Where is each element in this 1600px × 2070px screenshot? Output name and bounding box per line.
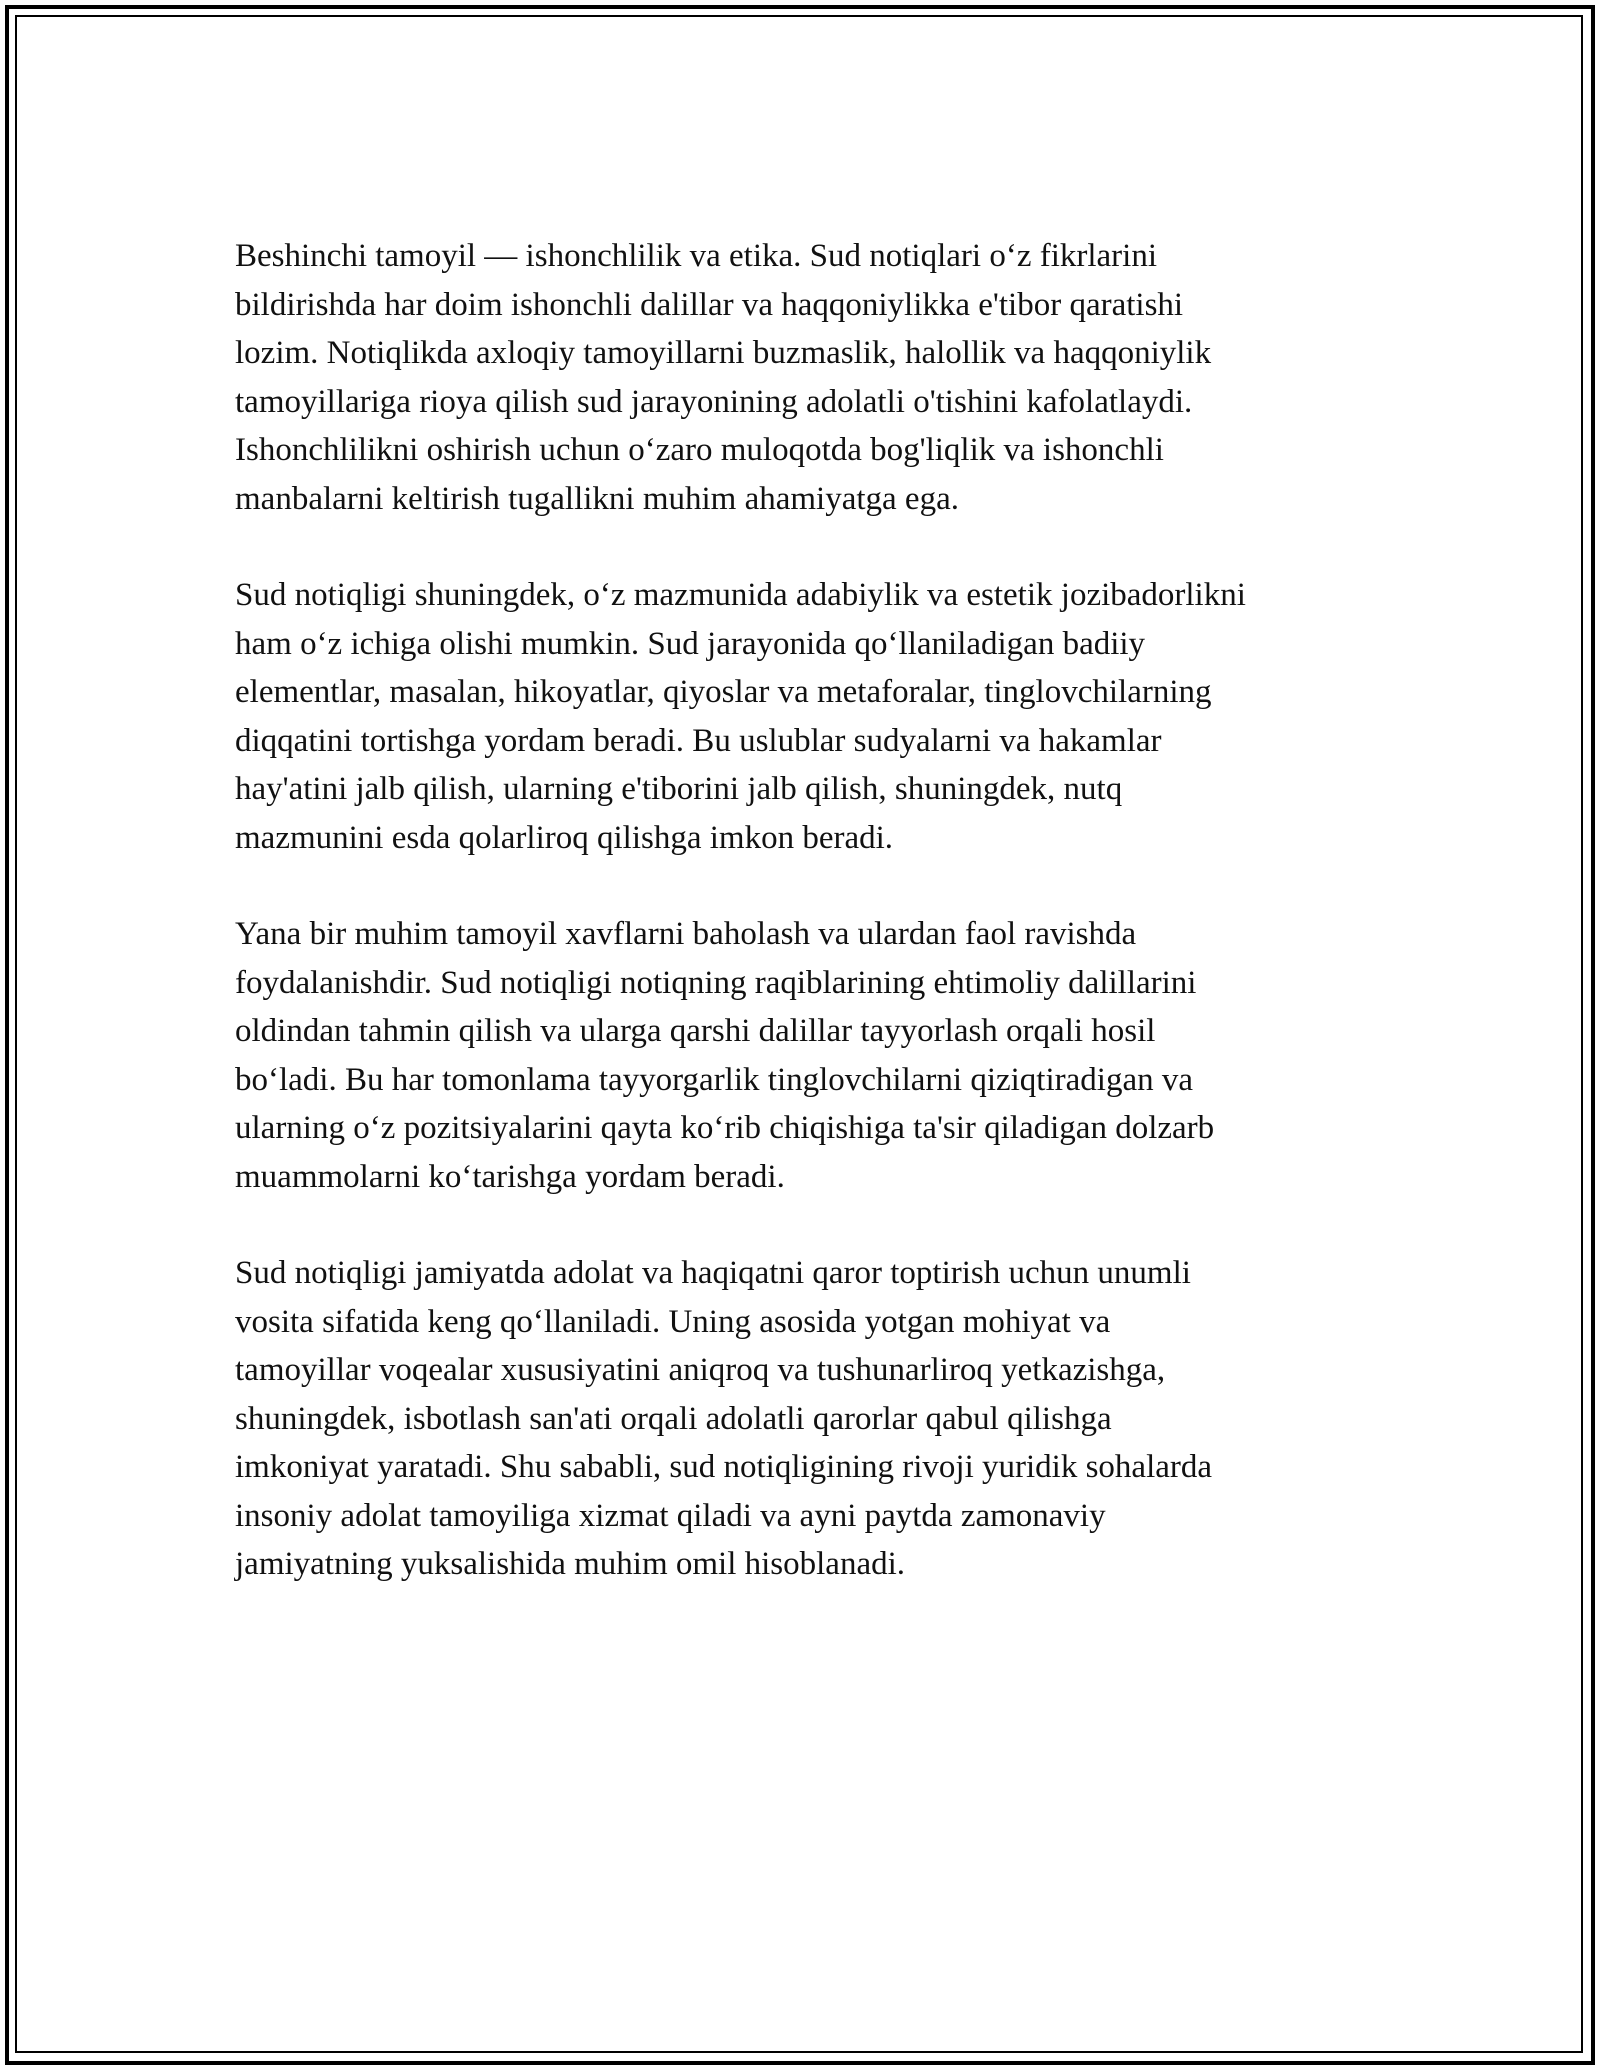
paragraph-line: Beshinchi tamoyil — ishonchlilik va etika. Sud notiqlari o‘z fikrlarini (235, 238, 1158, 274)
paragraph-line: jamiyatning yuksalishida muhim omil hisoblanadi. (235, 1546, 906, 1582)
paragraph-line: insoniy adolat tamoyiliga xizmat qiladi va ayni paytda zamonaviy (235, 1497, 1106, 1534)
paragraph-line: oldindan tahmin qilish va ularga qarshi dalillar tayyorlash orqali hosil (235, 1013, 1156, 1049)
paragraph-line: bildirishda har doim ishonchli dalillar va haqqoniylikka e'tibor qaratishi (235, 286, 1184, 323)
paragraph-line: diqqatini tortishga yordam beradi. Bu uslublar sudyalarni va hakamlar (235, 722, 1162, 759)
paragraph-2 (235, 571, 1370, 862)
document-body (235, 232, 1370, 1637)
paragraph-line: Ishonchlilikni oshirish uchun o‘zaro muloqotda bog'liqlik va ishonchli (235, 432, 1164, 468)
paragraph-line: shuningdek, isbotlash san'ati orqali adolatli qarorlar qabul qilishga (235, 1400, 1112, 1437)
paragraph-line: foydalanishdir. Sud notiqligi notiqning raqiblarining ehtimoliy dalillarini (235, 964, 1197, 1001)
paragraph-line: muammolarni ko‘tarishga yordam beradi. (235, 1158, 785, 1195)
paragraph-1 (235, 232, 1370, 523)
paragraph-line: ularning o‘z pozitsiyalarini qayta ko‘rib chiqishiga ta'sir qiladigan dolzarb (235, 1110, 1215, 1146)
paragraph-line: Sud notiqligi jamiyatda adolat va haqiqatni qaror toptirish uchun unumli (235, 1255, 1191, 1291)
paragraph-line: hay'atini jalb qilish, ularning e'tiborini jalb qilish, shuningdek, nutq (235, 771, 1123, 807)
paragraph-4 (235, 1249, 1370, 1589)
paragraph-line: Sud notiqligi shuningdek, o‘z mazmunida adabiylik va estetik jozibadorlikni (235, 577, 1246, 613)
paragraph-line: Yana bir muhim tamoyil xavflarni baholash va ulardan faol ravishda (235, 916, 1137, 952)
paragraph-3 (235, 910, 1370, 1201)
paragraph-line: bo‘ladi. Bu har tomonlama tayyorgarlik tinglovchilarni qiziqtiradigan va (235, 1061, 1193, 1098)
paragraph-line: tamoyillar voqealar xususiyatini aniqroq va tushunarliroq yetkazishga, (235, 1352, 1166, 1388)
paragraph-line: vosita sifatida keng qo‘llaniladi. Uning asosida yotgan mohiyat va (235, 1303, 1111, 1340)
paragraph-line: ham o‘z ichiga olishi mumkin. Sud jarayonida qo‘llaniladigan badiiy (235, 625, 1146, 662)
paragraph-line: imkoniyat yaratadi. Shu sababli, sud notiqligining rivoji yuridik sohalarda (235, 1449, 1213, 1485)
paragraph-line: lozim. Notiqlikda axloqiy tamoyillarni buzmaslik, halollik va haqqoniylik (235, 335, 1212, 371)
paragraph-line: mazmunini esda qolarliroq qilishga imkon beradi. (235, 819, 894, 856)
paragraph-line: manbalarni keltirish tugallikni muhim ahamiyatga ega. (235, 480, 959, 517)
paragraph-line: tamoyillariga rioya qilish sud jarayonining adolatli o'tishini kafolatlaydi. (235, 383, 1193, 420)
paragraph-line: elementlar, masalan, hikoyatlar, qiyoslar va metaforalar, tinglovchilarning (235, 674, 1212, 710)
